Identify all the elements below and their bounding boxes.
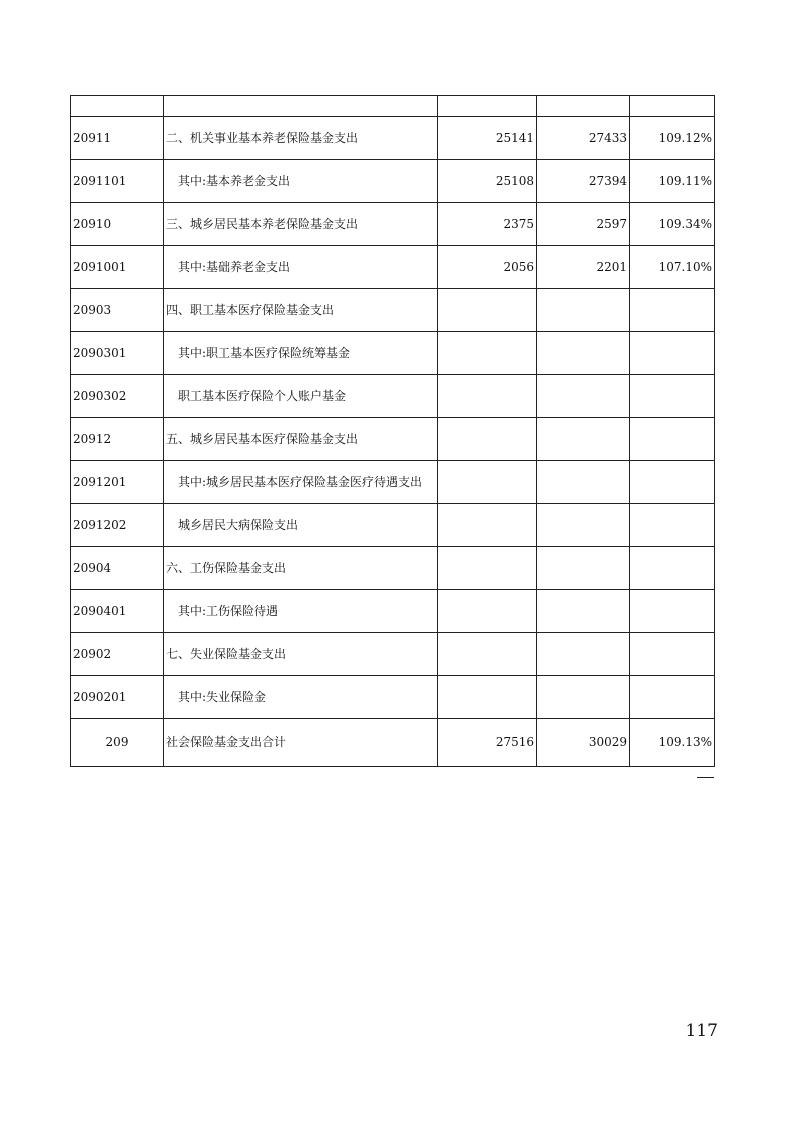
subject-name: 四、职工基本医疗保险基金支出: [164, 289, 438, 332]
subject-name: 其中:城乡居民基本医疗保险基金医疗待遇支出: [164, 461, 438, 504]
value-percentage: [630, 590, 715, 633]
value-percentage: [630, 375, 715, 418]
subject-code: 2091201: [71, 461, 164, 504]
subject-name: 二、机关事业基本养老保险基金支出: [164, 117, 438, 160]
subject-name: 其中:基础养老金支出: [164, 246, 438, 289]
value-percentage: [630, 633, 715, 676]
table-body: [71, 96, 715, 767]
value-previous: 2056: [438, 246, 537, 289]
value-current: [537, 418, 630, 461]
table-bottom-rule: [697, 777, 714, 778]
table-row: [71, 246, 715, 289]
value-current: 27433: [537, 117, 630, 160]
value-previous: 25141: [438, 117, 537, 160]
subject-name: 五、城乡居民基本医疗保险基金支出: [164, 418, 438, 461]
header-cell-code: [71, 96, 164, 117]
value-previous: [438, 418, 537, 461]
value-current: 27394: [537, 160, 630, 203]
header-cell-v1: [438, 96, 537, 117]
table-row: [71, 332, 715, 375]
table-row: [71, 633, 715, 676]
value-current: [537, 375, 630, 418]
table-row: [71, 117, 715, 160]
table-header-row: [71, 96, 715, 117]
total-code: 209: [71, 719, 164, 767]
value-previous: [438, 590, 537, 633]
table-row: [71, 375, 715, 418]
value-previous: [438, 504, 537, 547]
subject-code: 2090401: [71, 590, 164, 633]
subject-name: 三、城乡居民基本养老保险基金支出: [164, 203, 438, 246]
subject-code: 20910: [71, 203, 164, 246]
value-percentage: [630, 676, 715, 719]
table-row: [71, 504, 715, 547]
subject-code: 20912: [71, 418, 164, 461]
value-previous: [438, 375, 537, 418]
value-current: [537, 547, 630, 590]
subject-name: 其中:工伤保险待遇: [164, 590, 438, 633]
table-row: [71, 418, 715, 461]
subject-code: 2090302: [71, 375, 164, 418]
page-number: 117: [685, 1021, 718, 1041]
subject-code: 20903: [71, 289, 164, 332]
header-cell-v2: [537, 96, 630, 117]
table-row: [71, 461, 715, 504]
subject-name: 职工基本医疗保险个人账户基金: [164, 375, 438, 418]
value-percentage: [630, 418, 715, 461]
social-insurance-expenditure-table: [70, 95, 715, 767]
subject-name: 其中:职工基本医疗保险统筹基金: [164, 332, 438, 375]
value-current: [537, 332, 630, 375]
value-current: [537, 504, 630, 547]
value-percentage: 109.34%: [630, 203, 715, 246]
value-percentage: [630, 461, 715, 504]
subject-name: 六、工伤保险基金支出: [164, 547, 438, 590]
value-previous: 25108: [438, 160, 537, 203]
value-percentage: 109.11%: [630, 160, 715, 203]
header-cell-name: [164, 96, 438, 117]
total-row: [71, 719, 715, 767]
subject-code: 2091101: [71, 160, 164, 203]
value-previous: [438, 547, 537, 590]
subject-code: 2090201: [71, 676, 164, 719]
subject-name: 七、失业保险基金支出: [164, 633, 438, 676]
value-percentage: [630, 289, 715, 332]
value-previous: [438, 332, 537, 375]
value-current: [537, 590, 630, 633]
subject-name: 其中:基本养老金支出: [164, 160, 438, 203]
total-value-current: 30029: [537, 719, 630, 767]
subject-code: 2091202: [71, 504, 164, 547]
value-current: 2201: [537, 246, 630, 289]
table-row: [71, 676, 715, 719]
value-current: [537, 633, 630, 676]
table-row: [71, 289, 715, 332]
subject-code: 2091001: [71, 246, 164, 289]
value-current: [537, 289, 630, 332]
total-value-previous: 27516: [438, 719, 537, 767]
value-percentage: 107.10%: [630, 246, 715, 289]
header-cell-pct: [630, 96, 715, 117]
subject-code: 20902: [71, 633, 164, 676]
subject-code: 20911: [71, 117, 164, 160]
value-previous: [438, 676, 537, 719]
value-percentage: [630, 504, 715, 547]
value-previous: 2375: [438, 203, 537, 246]
subject-name: 其中:失业保险金: [164, 676, 438, 719]
value-previous: [438, 633, 537, 676]
value-percentage: [630, 332, 715, 375]
subject-code: 20904: [71, 547, 164, 590]
total-name: 社会保险基金支出合计: [164, 719, 438, 767]
table-row: [71, 160, 715, 203]
total-value-percentage: 109.13%: [630, 719, 715, 767]
value-previous: [438, 289, 537, 332]
value-percentage: 109.12%: [630, 117, 715, 160]
value-current: 2597: [537, 203, 630, 246]
table-row: [71, 547, 715, 590]
table-row: [71, 203, 715, 246]
value-current: [537, 676, 630, 719]
table-row: [71, 590, 715, 633]
value-previous: [438, 461, 537, 504]
value-current: [537, 461, 630, 504]
subject-code: 2090301: [71, 332, 164, 375]
value-percentage: [630, 547, 715, 590]
subject-name: 城乡居民大病保险支出: [164, 504, 438, 547]
